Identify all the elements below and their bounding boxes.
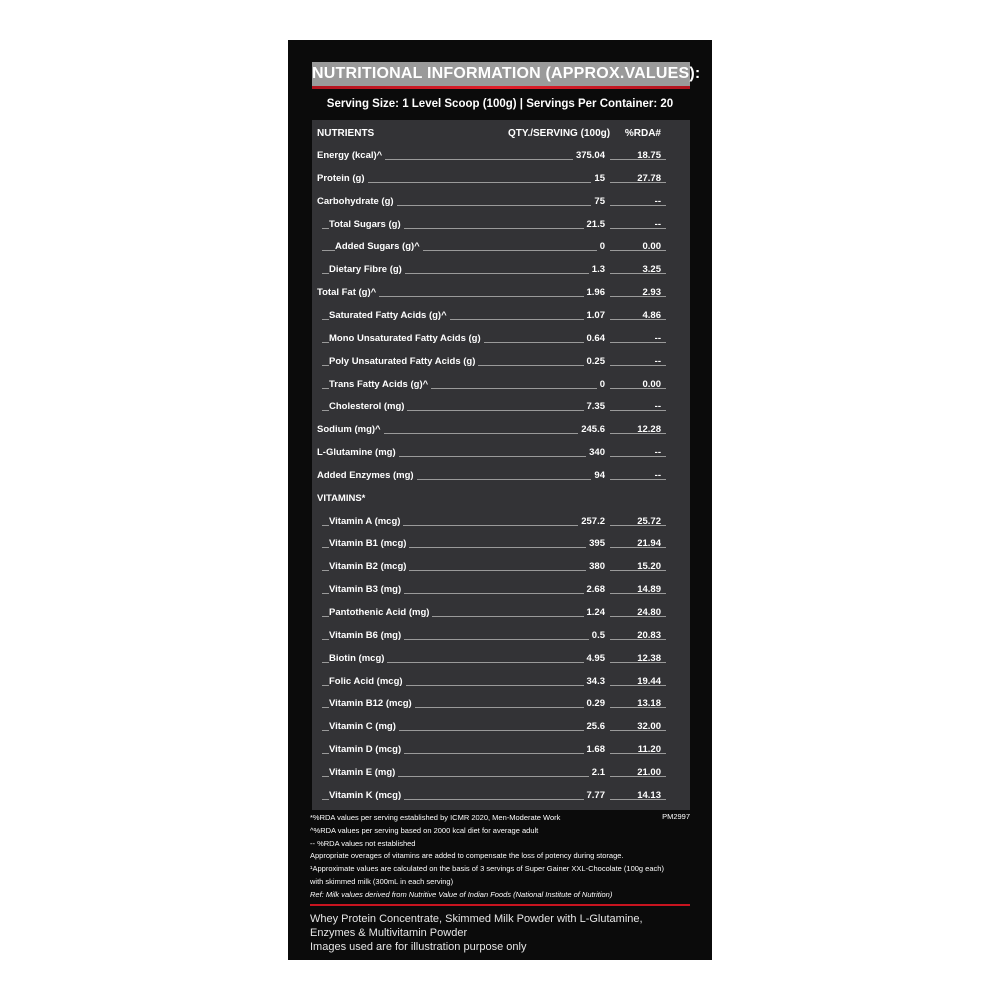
nutrient-rda: --	[654, 332, 661, 344]
nutrient-rda: 0.00	[642, 378, 661, 390]
table-row	[312, 195, 690, 209]
nutrient-qty: 375.04	[545, 149, 605, 163]
nutrient-rda: 18.75	[637, 150, 661, 161]
nutrient-name: Folic Acid (mcg)	[329, 675, 406, 689]
nutrient-rda: --	[654, 469, 661, 481]
nutrient-name: Vitamin K (mcg)	[329, 789, 404, 803]
footnote-line: Ref: Milk values derived from Nutritive Value of Indian Foods (National Institute of Nutrition)	[310, 889, 613, 899]
footnotes	[310, 812, 690, 902]
nutrient-name: Added Sugars (g)^	[335, 240, 423, 254]
nutrient-qty: 0	[545, 378, 605, 392]
table-row	[312, 537, 690, 551]
footnote-line: with skimmed milk (300mL in each serving)	[310, 876, 454, 886]
table-row	[312, 172, 690, 186]
nutrient-qty: 2.1	[545, 766, 605, 780]
table-row	[312, 400, 690, 414]
table-row	[312, 743, 690, 757]
nutrient-name: Mono Unsaturated Fatty Acids (g)	[329, 332, 484, 346]
nutrient-rda: 27.78	[637, 172, 661, 184]
nutrient-rda: 14.13	[637, 789, 661, 801]
nutrient-rda: 12.38	[637, 652, 661, 664]
table-row	[312, 423, 690, 437]
nutrient-qty: 1.68	[545, 743, 605, 757]
footnote-line: -- %RDA values not established	[310, 838, 416, 848]
nutrient-rda: --	[654, 195, 661, 207]
nutrient-rda: 15.20	[637, 561, 661, 573]
product-code: PM2997	[662, 812, 690, 821]
nutrient-name: Saturated Fatty Acids (g)^	[329, 309, 450, 323]
footnote-line: ^%RDA values per serving based on 2000 kcal diet for average adult	[310, 825, 539, 835]
description-line: Enzymes & Multivitamin Powder	[310, 927, 468, 939]
nutrient-qty: 21.5	[545, 218, 605, 232]
nutrient-qty: 0.5	[545, 629, 605, 643]
table-row	[312, 378, 690, 392]
nutrient-name: Protein (g)	[317, 172, 368, 186]
nutrient-qty: 0.25	[545, 355, 605, 369]
header-rda: %RDA#	[624, 128, 661, 139]
nutrient-name: Dietary Fibre (g)	[329, 263, 405, 277]
nutrient-name: Pantothenic Acid (mg)	[329, 606, 432, 620]
serving-info: Serving Size: 1 Level Scoop (100g) | Servings Per Container: 20	[326, 98, 674, 110]
nutrient-rda: 4.86	[642, 309, 661, 321]
table-row	[312, 332, 690, 346]
nutrient-qty: 7.77	[545, 789, 605, 803]
nutrient-rda: 32.00	[637, 721, 661, 733]
footnote-line: *%RDA values per serving established by ICMR 2020, Men-Moderate Work	[310, 813, 561, 822]
nutrient-qty: 2.68	[545, 583, 605, 597]
nutrient-rda: 25.72	[637, 515, 661, 527]
nutrient-qty: 245.6	[545, 423, 605, 437]
nutrient-rda: 21.00	[637, 766, 661, 778]
nutrient-rda: 11.20	[637, 744, 661, 756]
nutrient-qty: 1.3	[545, 263, 605, 277]
nutrient-name: Cholesterol (mg)	[329, 400, 407, 414]
nutrient-rda: 14.89	[637, 584, 661, 596]
nutrient-name: Vitamin B12 (mcg)	[329, 697, 415, 711]
nutrient-rda: --	[654, 218, 661, 230]
table-row	[312, 789, 690, 803]
nutrient-name: Vitamin B1 (mcg)	[329, 537, 409, 551]
nutrient-rda: --	[654, 355, 661, 367]
nutrient-qty: 4.95	[545, 652, 605, 666]
nutrient-rda: 19.44	[637, 675, 661, 687]
table-row	[312, 149, 690, 163]
nutrient-qty: 380	[545, 560, 605, 574]
table-row	[312, 309, 690, 323]
nutrient-qty: 94	[545, 469, 605, 483]
nutrient-qty: 25.6	[545, 720, 605, 734]
table-row	[312, 469, 690, 483]
nutrient-name: Vitamin B3 (mg)	[329, 583, 404, 597]
nutrient-qty: 0.64	[545, 332, 605, 346]
nutrient-name: Sodium (mg)^	[317, 423, 384, 437]
nutrient-name: Vitamin B2 (mcg)	[329, 560, 409, 574]
nutrient-rda: 24.80	[637, 607, 661, 618]
nutrient-name: Energy (kcal)^	[317, 149, 385, 163]
nutrient-name: Vitamin D (mcg)	[329, 743, 404, 757]
nutrient-qty: 34.3	[545, 675, 605, 689]
table-row	[312, 606, 690, 620]
table-row	[312, 515, 690, 529]
table-row	[312, 286, 690, 300]
nutrient-name: Vitamin C (mg)	[329, 720, 399, 734]
table-row	[312, 446, 690, 460]
product-description	[310, 912, 700, 954]
footer-divider	[310, 904, 690, 906]
title-underline	[312, 86, 690, 89]
nutrient-rda: 3.25	[642, 264, 661, 276]
table-row	[312, 560, 690, 574]
nutrient-qty: 1.24	[545, 606, 605, 620]
nutrient-name: Vitamin B6 (mg)	[329, 629, 404, 643]
description-line: Whey Protein Concentrate, Skimmed Milk Powder with L-Glutamine,	[310, 913, 643, 925]
nutrient-name: Poly Unsaturated Fatty Acids (g)	[329, 355, 478, 369]
footnote-line: ¹Approximate values are calculated on the basis of 3 servings of Super Gainer XXL-Chocolate (100g each)	[310, 864, 664, 874]
nutrient-name: L-Glutamine (mg)	[317, 446, 399, 460]
table-row	[312, 355, 690, 369]
vitamins-section-label: VITAMINS*	[317, 492, 366, 504]
title-banner	[312, 62, 701, 86]
nutrient-qty: 0	[545, 240, 605, 254]
header-nutrients: NUTRIENTS	[317, 128, 375, 139]
nutrient-qty: 340	[545, 446, 605, 460]
table-row	[312, 720, 690, 734]
nutrient-qty: 257.2	[545, 515, 605, 529]
nutrient-qty: 0.29	[545, 697, 605, 711]
table-row	[312, 583, 690, 597]
nutrient-rda: 12.28	[637, 424, 661, 436]
nutrient-rda: 0.00	[642, 241, 661, 253]
nutrient-name: Vitamin E (mg)	[329, 766, 398, 780]
nutrient-name: Biotin (mcg)	[329, 652, 387, 666]
nutrient-qty: 15	[545, 172, 605, 186]
nutrient-rda: --	[654, 401, 661, 413]
header-qty: QTY./SERVING (100g)	[508, 128, 611, 139]
table-row	[312, 218, 690, 232]
nutrient-name: Trans Fatty Acids (g)^	[329, 378, 431, 392]
nutrient-rda: 20.83	[637, 629, 661, 641]
nutrition-table	[312, 120, 690, 810]
footnote-line: Appropriate overages of vitamins are added to compensate the loss of potency during storage.	[310, 851, 624, 861]
nutrient-qty: 75	[545, 195, 605, 209]
table-row	[312, 240, 690, 254]
nutrient-qty: 1.96	[545, 286, 605, 300]
nutrient-name: Added Enzymes (mg)	[317, 469, 417, 483]
nutrient-qty: 7.35	[545, 400, 605, 414]
nutrition-panel	[288, 40, 712, 960]
nutrient-name: Total Sugars (g)	[329, 218, 404, 232]
nutrient-name: Total Fat (g)^	[317, 286, 379, 300]
page-title: NUTRITIONAL INFORMATION (APPROX.VALUES):	[312, 65, 701, 82]
table-row	[312, 629, 690, 643]
table-row	[312, 697, 690, 711]
nutrient-qty: 1.07	[545, 309, 605, 323]
table-row	[312, 766, 690, 780]
nutrient-name: Carbohydrate (g)	[317, 195, 397, 209]
nutrient-rda: 13.18	[637, 698, 661, 710]
table-row	[312, 263, 690, 277]
nutrient-rda: 21.94	[637, 538, 661, 550]
table-row	[312, 652, 690, 666]
nutrient-rda: 2.93	[642, 287, 661, 299]
nutrient-qty: 395	[545, 537, 605, 551]
nutrient-rda: --	[654, 447, 661, 459]
nutrient-name: Vitamin A (mcg)	[329, 515, 403, 529]
description-line: Images used are for illustration purpose only	[310, 941, 527, 953]
table-row	[312, 675, 690, 689]
